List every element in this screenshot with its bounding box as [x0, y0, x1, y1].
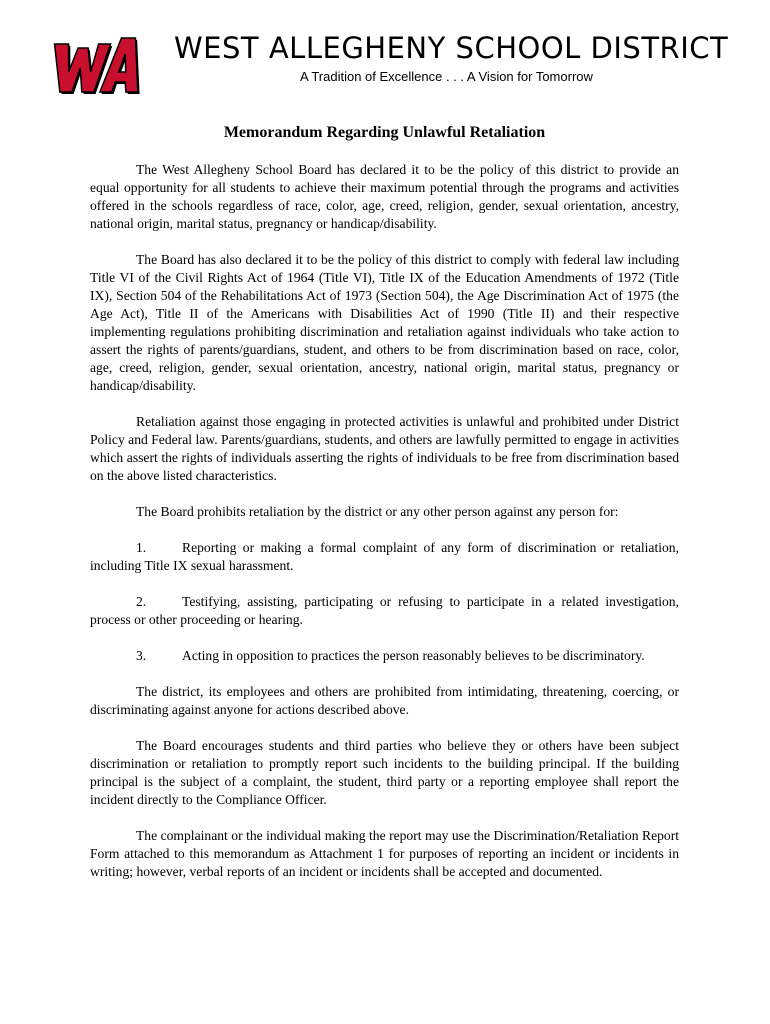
- district-tagline: A Tradition of Excellence . . . A Vision for Tomorrow: [300, 69, 593, 84]
- paragraph-prohibits: The Board prohibits retaliation by the district or any other person against any person for:: [136, 504, 619, 519]
- district-name: WEST ALLEGHENY SCHOOL DISTRICT: [174, 31, 729, 65]
- memo-title: Memorandum Regarding Unlawful Retaliation: [223, 124, 546, 141]
- list-item: [90, 647, 679, 665]
- list-number: 3.: [136, 648, 147, 663]
- list-number: 2.: [136, 594, 147, 609]
- memo-body: [90, 122, 679, 899]
- district-logo: [44, 34, 144, 98]
- paragraph-policy: The West Allegheny School Board has declared it to be the policy of this district to provide an equal opportunity for all students to achieve their maximum potential through the programs and activities offered in the schools regardless of race, color, age, creed, religion, gender, sexual orientation, ancestry, national origin, marital status, pregnancy or handicap/disability.: [90, 162, 679, 231]
- paragraph-retaliation: Retaliation against those engaging in protected activities is unlawful and prohibited under District Policy and Federal law. Parents/guardians, students, and others are lawfully permitted to engage in activities which assert the rights of individuals asserting the rights of individuals to be free from discrimination based on the above listed characteristics.: [90, 414, 679, 483]
- list-text: Testifying, assisting, participating or refusing to participate in a related investigation, process or other proceeding or hearing.: [90, 594, 679, 627]
- paragraph-reporting: The Board encourages students and third parties who believe they or others have been subject discrimination or retaliation to promptly report such incidents to the building principal. If the building principal is the subject of a complaint, the student, third party or a reporting employee shall report the incident directly to the Compliance Officer.: [90, 738, 679, 807]
- paragraph-report-form: The complainant or the individual making the report may use the Discrimination/Retaliation Report Form attached to this memorandum as Attachment 1 for purposes of reporting an incident or incidents in writing; however, verbal reports of an incident or incidents shall be accepted and documented.: [90, 828, 679, 879]
- wa-logo-icon: [44, 34, 144, 98]
- list-item: [90, 593, 679, 629]
- list-number: 1.: [136, 540, 147, 555]
- list-item: [90, 539, 679, 575]
- paragraph-federal-law: The Board has also declared it to be the policy of this district to comply with federal law including Title VI of the Civil Rights Act of 1964 (Title VI), Title IX of the Education Amendments of 1972 (Title IX), Section 504 of the Rehabilitations Act of 1973 (Section 504), the Age Discrimination Act of 1975 (the Age Act), Title II of the Americans with Disabilities Act of 1990 (Title II) and their respective implementing regulations prohibiting discrimination and retaliation against individuals who take action to assert the rights of parents/guardians, student, and others to be from discrimination based on race, color, age, creed, religion, gender, sexual orientation, ancestry, national origin, marital status, pregnancy or handicap/disability.: [90, 252, 679, 393]
- list-text: Acting in opposition to practices the person reasonably believes to be discriminatory.: [182, 648, 645, 663]
- paragraph-prohibited-actions: The district, its employees and others are prohibited from intimidating, threatening, coercing, or discriminating against anyone for actions described above.: [90, 684, 679, 717]
- list-text: Reporting or making a formal complaint of any form of discrimination or retaliation, including Title IX sexual harassment.: [90, 540, 679, 573]
